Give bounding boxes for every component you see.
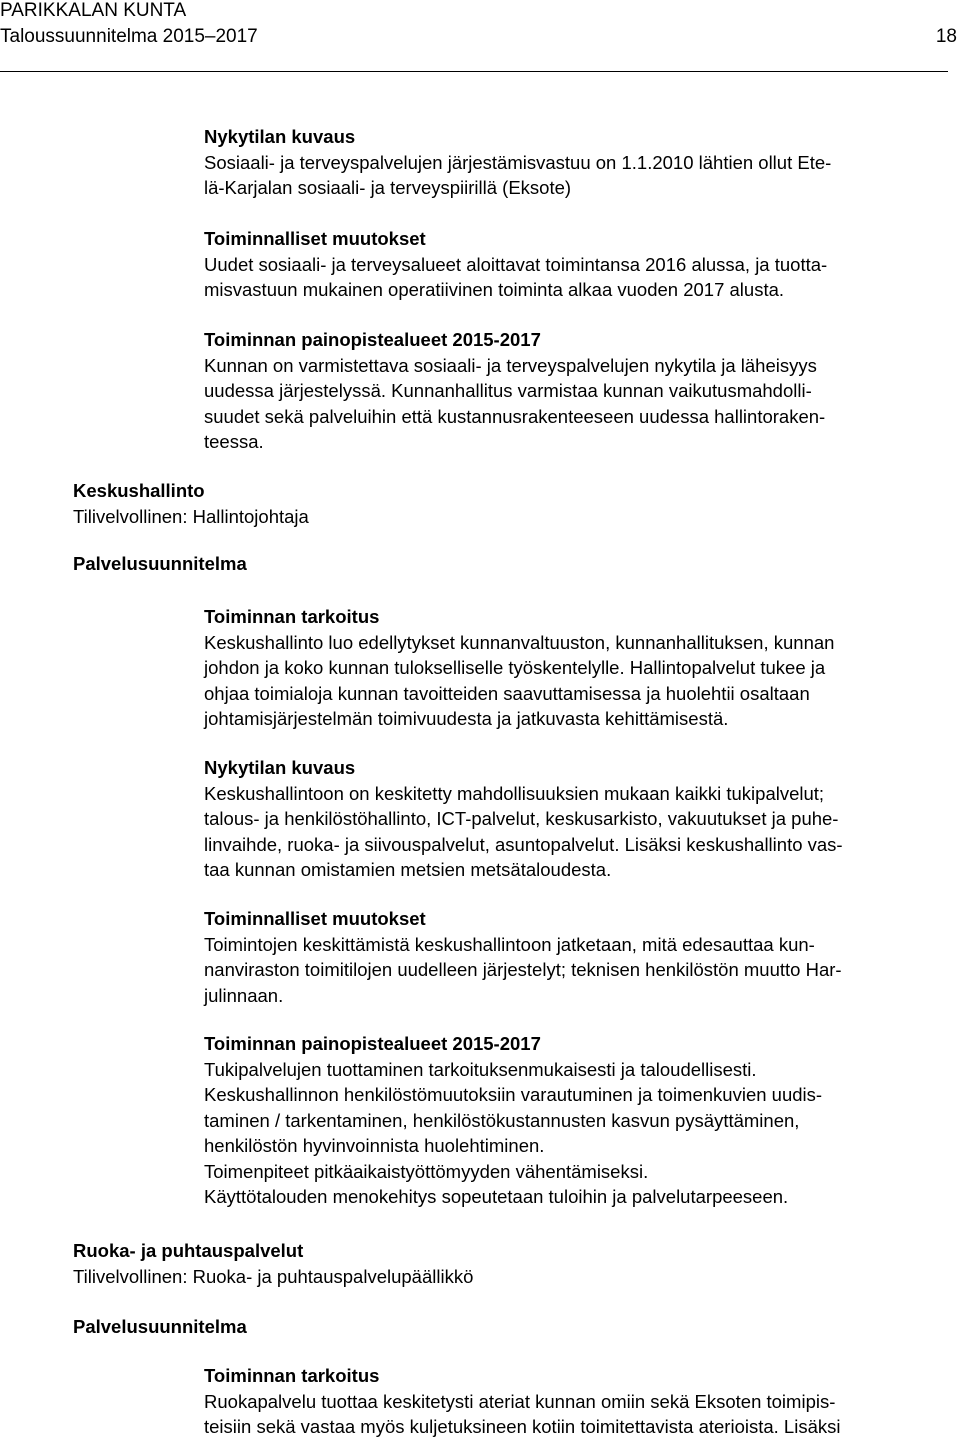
central-administration-plan	[73, 551, 933, 577]
text-line: teisiin sekä vastaa myös kuljetuksineen kotiin toimitettavista aterioista. Lisäksi	[204, 1416, 841, 1437]
section-heading: Toiminnan tarkoitus	[204, 1365, 380, 1386]
text-line: julinnaan.	[204, 984, 284, 1006]
social-changes-section	[204, 226, 952, 303]
text-line: uudessa järjestelyssä. Kunnanhallitus varmistaa kunnan vaikutusmahdolli-	[204, 380, 812, 401]
central-purpose-section	[204, 604, 952, 732]
text-line: Sosiaali- ja terveyspalvelujen järjestämisvastuu on 1.1.2010 lähtien ollut Ete-	[204, 151, 832, 173]
text-line: Tukipalvelujen tuottaminen tarkoituksenmukaisesti ja taloudellisesti.	[204, 1058, 757, 1080]
header-divider	[0, 71, 948, 72]
section-heading: Nykytilan kuvaus	[204, 126, 356, 147]
text-line: teessa.	[204, 431, 264, 452]
social-focus-areas-section	[204, 327, 952, 455]
document-title: Taloussuunnitelma 2015–2017	[0, 26, 258, 47]
text-line: Ruokapalvelu tuottaa keskitetysti ateriat kunnan omiin sekä Eksoten toimipis-	[204, 1390, 836, 1412]
section-heading: Toiminnan tarkoitus	[204, 606, 380, 627]
text-line: johdon ja koko kunnan tulokselliselle työskentelylle. Hallintopalvelut tukee ja	[204, 657, 826, 678]
text-line: Toimintojen keskittämistä keskushallintoon jatketaan, mitä edesauttaa kun-	[204, 933, 815, 955]
text-line: Keskushallintoon on keskitetty mahdollisuuksien mukaan kaikki tukipalvelut;	[204, 782, 825, 804]
section-heading: Toiminnan painopistealueet 2015-2017	[204, 329, 541, 350]
food-cleaning-unit	[73, 1238, 933, 1289]
text-line: suudet sekä palveluihin että kustannusrakenteeseen uudessa hallintoraken-	[204, 405, 826, 427]
text-line: Uudet sosiaali- ja terveysalueet aloittavat toimintansa 2016 alussa, ja tuotta-	[204, 253, 828, 275]
responsible-person: Tilivelvollinen: Ruoka- ja puhtauspalvelupäällikkö	[73, 1265, 474, 1287]
responsible-person: Tilivelvollinen: Hallintojohtaja	[73, 505, 309, 527]
text-line: taa kunnan omistamien metsien metsätaloudesta.	[204, 859, 612, 880]
text-line: talous- ja henkilöstöhallinto, ICT-palvelut, keskusarkisto, vakuutukset ja puhe-	[204, 808, 839, 829]
section-heading: Toiminnalliset muutokset	[204, 228, 426, 249]
text-line: linvaihde, ruoka- ja siivouspalvelut, asuntopalvelut. Lisäksi keskushallinto vas-	[204, 833, 843, 855]
text-line: Kunnan on varmistettava sosiaali- ja terveyspalvelujen nykytila ja läheisyys	[204, 354, 817, 376]
page-header	[0, 0, 960, 76]
plan-heading: Palvelusuunnitelma	[73, 553, 247, 574]
text-line: johtamisjärjestelmän toimivuudesta ja jatkuvasta kehittämisestä.	[204, 708, 729, 729]
central-administration-unit	[73, 478, 933, 529]
section-heading: Toiminnalliset muutokset	[204, 908, 426, 929]
plan-heading: Palvelusuunnitelma	[73, 1316, 247, 1337]
text-line: taminen / tarkentaminen, henkilöstökustannusten kasvun pysäyttäminen,	[204, 1109, 800, 1131]
text-line: Käyttötalouden menokehitys sopeutetaan tuloihin ja palvelutarpeeseen.	[204, 1186, 789, 1207]
page-number: 18	[935, 26, 957, 47]
text-line: Keskushallinto luo edellytykset kunnanvaltuuston, kunnanhallituksen, kunnan	[204, 631, 835, 653]
text-line: misvastuun mukainen operatiivinen toiminta alkaa vuoden 2017 alusta.	[204, 279, 785, 300]
section-heading: Toiminnan painopistealueet 2015-2017	[204, 1033, 541, 1054]
text-line: henkilöstön hyvinvoinnista huolehtiminen.	[204, 1135, 545, 1156]
central-focus-areas-section	[204, 1031, 952, 1210]
organization-name: PARIKKALAN KUNTA	[0, 0, 187, 21]
central-changes-section	[204, 906, 952, 1008]
food-purpose-section	[204, 1363, 952, 1440]
text-line: nanviraston toimitilojen uudelleen järjestelyt; teknisen henkilöstön muutto Har-	[204, 959, 842, 980]
text-line: lä-Karjalan sosiaali- ja terveyspiirillä (Eksote)	[204, 177, 572, 198]
unit-heading: Keskushallinto	[73, 480, 205, 501]
text-line: ohjaa toimialoja kunnan tavoitteiden saavuttamisessa ja huolehtii osaltaan	[204, 682, 810, 704]
food-cleaning-plan	[73, 1314, 933, 1340]
text-line: Keskushallinnon henkilöstömuutoksiin varautuminen ja toimenkuvien uudis-	[204, 1084, 823, 1105]
social-current-state-section	[204, 124, 952, 201]
unit-heading: Ruoka- ja puhtauspalvelut	[73, 1240, 304, 1261]
text-line: Toimenpiteet pitkäaikaistyöttömyyden vähentämiseksi.	[204, 1160, 649, 1182]
central-current-state-section	[204, 755, 952, 883]
section-heading: Nykytilan kuvaus	[204, 757, 356, 778]
